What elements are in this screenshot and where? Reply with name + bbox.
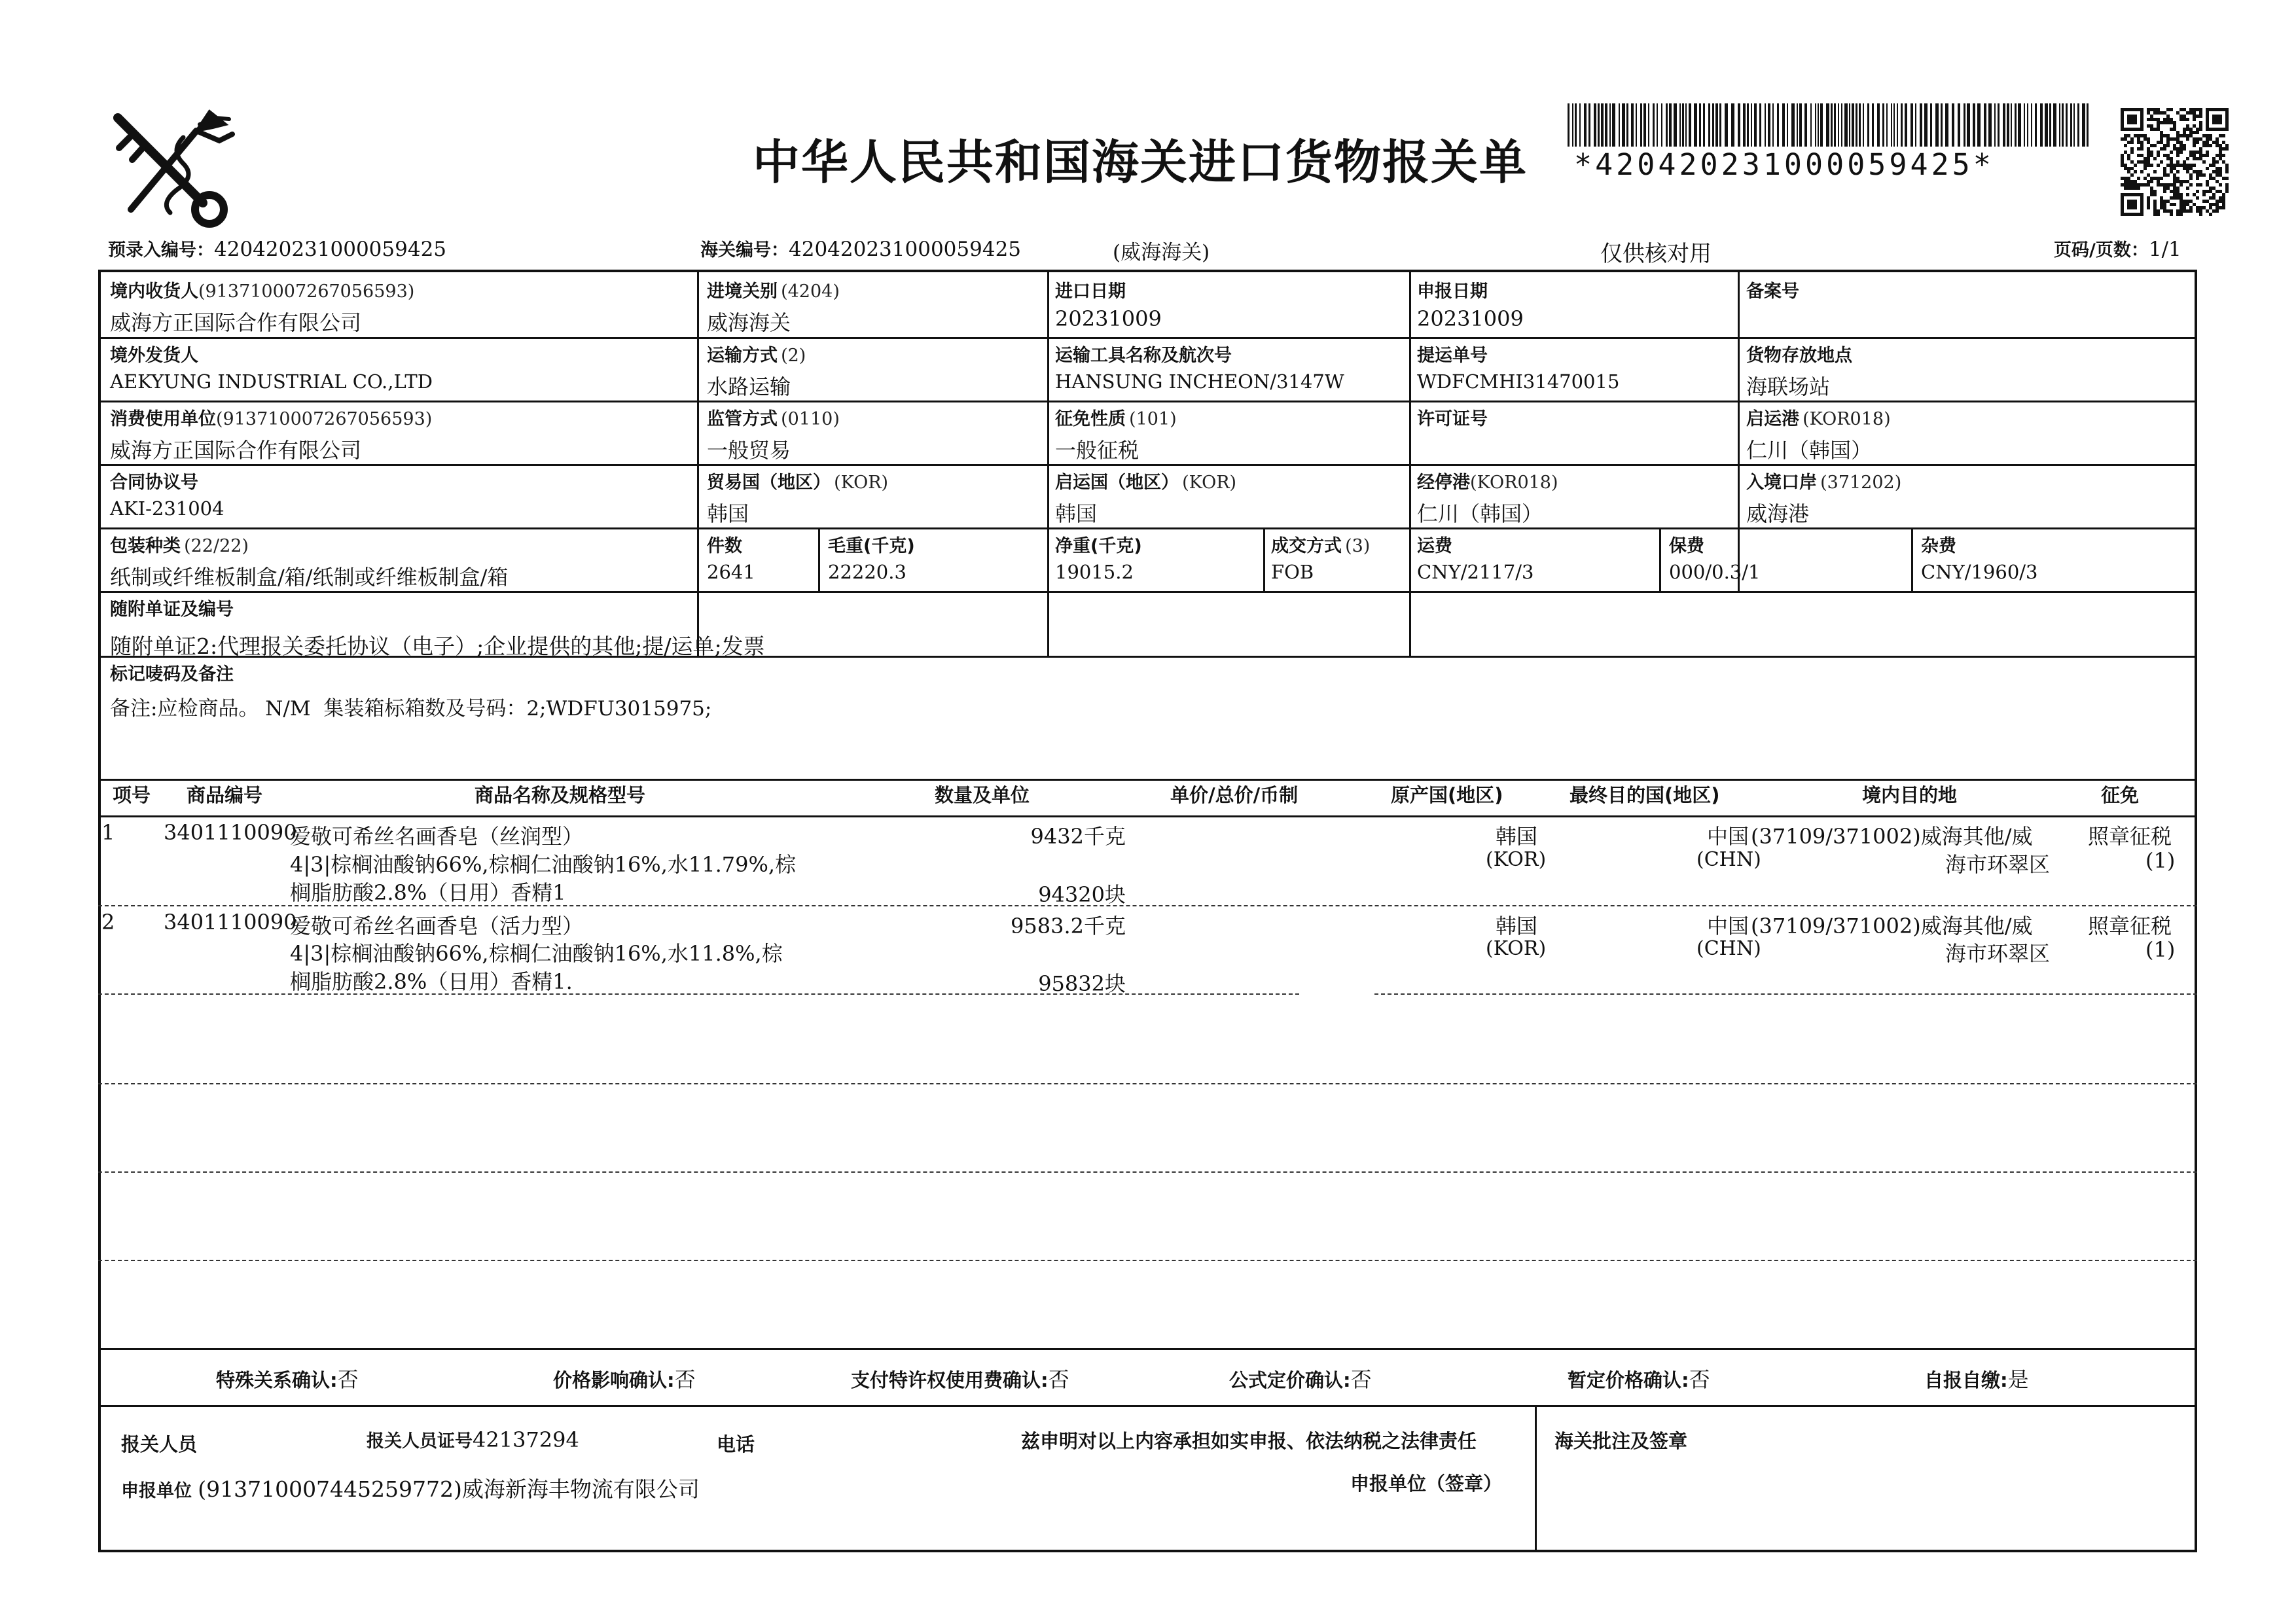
departure-port-cell xyxy=(1746,404,1891,464)
package-type-code: (22/22) xyxy=(184,536,249,556)
row2-no: 2 xyxy=(101,910,115,935)
gross-weight-label: 毛重(千克) xyxy=(828,536,915,556)
origin-country-value: 韩国 xyxy=(1055,501,1098,526)
page-label: 页码/页数： xyxy=(2054,240,2149,260)
preentry-number xyxy=(108,236,446,261)
customs-number xyxy=(700,236,1021,261)
contract-label: 合同协议号 xyxy=(110,473,198,493)
net-weight-cell xyxy=(1055,531,1142,583)
row2-qty-pcs: 95832块 xyxy=(1038,971,1126,996)
package-type-cell xyxy=(110,531,508,591)
entry-border-code: (371202) xyxy=(1820,473,1902,493)
levy-nature-cell xyxy=(1055,404,1177,464)
entry-border-label: 入境口岸 xyxy=(1746,473,1817,493)
origin-country-code: (KOR) xyxy=(1182,473,1237,493)
customs-office: (威海海关) xyxy=(1113,241,1210,264)
row2-origin-code: (KOR) xyxy=(1486,937,1547,960)
row1-domestic-line2: 海市环翠区 xyxy=(1945,852,2051,877)
stop-port-code: (KOR018) xyxy=(1470,473,1558,493)
shipper-value: AEKYUNG INDUSTRIAL CO.,LTD xyxy=(110,370,433,393)
entry-port-label: 进境关别 xyxy=(707,281,778,302)
pieces-label: 件数 xyxy=(707,536,742,556)
transport-mode-code: (2) xyxy=(781,346,806,366)
formula-price-value: 否 xyxy=(1350,1367,1372,1392)
barcode-text: *420420231000059425* xyxy=(1574,147,1994,182)
marks-label: 标记唛码及备注 xyxy=(110,664,234,685)
net-weight-value: 19015.2 xyxy=(1055,561,1134,583)
freight-label: 运费 xyxy=(1417,536,1452,556)
attached-docs-cell xyxy=(110,595,765,660)
storage-value: 海联场站 xyxy=(1746,374,1831,399)
special-relation-confirm xyxy=(216,1363,359,1393)
col-domestic-destination: 境内目的地 xyxy=(1862,784,1958,806)
declare-date-cell xyxy=(1417,277,1524,331)
declare-date-label: 申报日期 xyxy=(1417,281,1488,302)
col-price: 单价/总价/币制 xyxy=(1170,784,1299,806)
stop-port-cell xyxy=(1417,468,1558,527)
document-title: 中华人民共和国海关进口货物报关单 xyxy=(753,135,1528,190)
col-commodity-code: 商品编号 xyxy=(187,784,263,806)
import-date-value: 20231009 xyxy=(1055,306,1162,331)
consumer-cell xyxy=(110,404,432,464)
seal-label: 申报单位（签章） xyxy=(1350,1472,1503,1495)
row2-code: 3401110090 xyxy=(164,910,297,935)
consignee-code: (913710007267056593) xyxy=(198,281,415,302)
transport-mode-label: 运输方式 xyxy=(707,346,778,366)
row2-levy-code: (1) xyxy=(2145,937,2176,962)
row1-qty-kg: 9432千克 xyxy=(1030,824,1126,849)
entry-port-code: (4204) xyxy=(781,281,840,302)
license-cell xyxy=(1417,404,1488,434)
royalty-confirm xyxy=(851,1363,1069,1393)
row1-domestic: (37109/371002)威海其他/威 xyxy=(1751,824,2033,849)
customs-emblem-logo xyxy=(105,105,236,229)
trade-country-cell xyxy=(707,468,888,527)
origin-country-cell xyxy=(1055,468,1236,527)
qr-code xyxy=(2121,108,2229,216)
contract-cell xyxy=(110,468,224,520)
provisional-price-confirm xyxy=(1568,1363,1710,1393)
entry-port-value: 威海海关 xyxy=(707,310,791,335)
import-date-label: 进口日期 xyxy=(1055,281,1126,302)
shipper-label: 境外发货人 xyxy=(110,346,198,366)
transport-mode-cell xyxy=(707,341,806,401)
declarant-cert-label: 报关人员证号 xyxy=(367,1431,473,1452)
misc-fee-label: 杂费 xyxy=(1921,536,1956,556)
col-quantity: 数量及单位 xyxy=(935,784,1030,806)
declare-unit-value: (913710007445259772)威海新海丰物流有限公司 xyxy=(198,1476,700,1502)
deal-mode-label: 成交方式 xyxy=(1271,536,1342,556)
row2-spec-line2: 榈脂肪酸2.8%（日用）香精1. xyxy=(290,969,573,994)
declarant-cert xyxy=(367,1427,579,1452)
consignee-label: 境内收货人 xyxy=(110,281,198,302)
row1-qty-pcs: 94320块 xyxy=(1038,882,1126,907)
row1-spec-line2: 榈脂肪酸2.8%（日用）香精1 xyxy=(290,880,566,905)
levy-nature-value: 一般征税 xyxy=(1055,438,1139,463)
declarant-cert-value: 42137294 xyxy=(473,1427,579,1452)
attached-docs-label: 随附单证及编号 xyxy=(110,599,234,620)
deal-mode-code: (3) xyxy=(1345,536,1371,556)
price-influence-label: 价格影响确认: xyxy=(553,1369,675,1391)
formula-price-label: 公式定价确认: xyxy=(1229,1369,1351,1391)
shipper-cell xyxy=(110,341,433,393)
col-commodity-name: 商品名称及规格型号 xyxy=(475,784,646,806)
col-levy: 征免 xyxy=(2101,784,2140,806)
declare-date-value: 20231009 xyxy=(1417,306,1524,331)
record-no-cell xyxy=(1746,277,1799,306)
trade-country-code: (KOR) xyxy=(834,473,889,493)
consumer-value: 威海方正国际合作有限公司 xyxy=(110,438,362,463)
levy-nature-label: 征免性质 xyxy=(1055,409,1126,429)
phone-label: 电话 xyxy=(717,1433,755,1455)
levy-nature-code: (101) xyxy=(1129,409,1177,429)
price-influence-confirm xyxy=(553,1363,696,1393)
self-declare-confirm xyxy=(1924,1363,2029,1393)
marks-cell xyxy=(110,660,711,721)
import-date-cell xyxy=(1055,277,1162,331)
row1-destination: 中国 xyxy=(1707,824,1749,849)
row1-code: 3401110090 xyxy=(164,820,297,845)
preentry-value: 420420231000059425 xyxy=(214,238,447,261)
vessel-label: 运输工具名称及航次号 xyxy=(1055,346,1232,366)
for-reference-note: 仅供核对用 xyxy=(1600,241,1712,267)
package-type-label: 包装种类 xyxy=(110,536,181,556)
insurance-label: 保费 xyxy=(1669,536,1704,556)
col-destination-country: 最终目的国(地区) xyxy=(1570,784,1720,806)
row2-name: 爱敬可希丝名画香皂（活力型） xyxy=(290,914,584,938)
row2-qty-kg: 9583.2千克 xyxy=(1011,914,1126,938)
transport-mode-value: 水路运输 xyxy=(707,374,791,399)
bill-no-value: WDFCMHI31470015 xyxy=(1417,370,1620,393)
declare-unit-label: 申报单位 xyxy=(121,1481,192,1501)
row2-destination-code: (CHN) xyxy=(1696,937,1761,960)
declarant-label: 报关人员 xyxy=(121,1433,198,1455)
pieces-value: 2641 xyxy=(707,561,755,583)
license-label: 许可证号 xyxy=(1417,409,1488,429)
col-origin-country: 原产国(地区) xyxy=(1391,784,1503,806)
departure-port-label: 启运港 xyxy=(1746,409,1799,429)
vessel-cell xyxy=(1055,341,1344,393)
provisional-price-label: 暂定价格确认: xyxy=(1568,1369,1689,1391)
customs-number-value: 420420231000059425 xyxy=(789,238,1022,261)
page-value: 1/1 xyxy=(2148,238,2181,261)
record-no-label: 备案号 xyxy=(1746,281,1799,302)
row1-origin: 韩国 xyxy=(1496,824,1538,849)
origin-country-label: 启运国（地区） xyxy=(1055,473,1179,493)
row1-no: 1 xyxy=(101,820,115,845)
misc-fee-cell xyxy=(1921,531,2038,583)
package-type-value: 纸制或纤维板制盒/箱/纸制或纤维板制盒/箱 xyxy=(110,565,509,590)
royalty-value: 否 xyxy=(1048,1367,1069,1392)
vessel-value: HANSUNG INCHEON/3147W xyxy=(1055,370,1344,393)
supervision-cell xyxy=(707,404,840,464)
row2-domestic: (37109/371002)威海其他/威 xyxy=(1751,914,2033,938)
special-relation-value: 否 xyxy=(337,1367,359,1392)
gross-weight-value: 22220.3 xyxy=(828,561,906,583)
misc-fee-value: CNY/1960/3 xyxy=(1921,561,2038,583)
contract-value: AKI-231004 xyxy=(110,497,224,520)
storage-cell xyxy=(1746,341,1852,401)
supervision-label: 监管方式 xyxy=(707,409,778,429)
consignee-cell xyxy=(110,277,414,336)
freight-value: CNY/2117/3 xyxy=(1417,561,1534,583)
declare-unit xyxy=(121,1472,700,1503)
row1-origin-code: (KOR) xyxy=(1486,848,1547,871)
trade-country-value: 韩国 xyxy=(707,501,749,526)
deal-mode-value: FOB xyxy=(1271,561,1314,583)
col-item-no: 项号 xyxy=(113,784,151,806)
customs-number-label: 海关编号： xyxy=(700,240,789,260)
supervision-value: 一般贸易 xyxy=(707,438,791,463)
row1-destination-code: (CHN) xyxy=(1696,848,1761,871)
legal-statement: 兹申明对以上内容承担如实申报、依法纳税之法律责任 xyxy=(1021,1430,1477,1452)
row1-name: 爱敬可希丝名画香皂（丝润型） xyxy=(290,824,584,849)
bill-no-label: 提运单号 xyxy=(1417,346,1488,366)
entry-port-cell xyxy=(707,277,840,336)
insurance-value: 000/0.3/1 xyxy=(1669,561,1761,583)
provisional-price-value: 否 xyxy=(1689,1367,1710,1392)
consumer-code: (913710007267056593) xyxy=(216,409,433,429)
self-declare-label: 自报自缴: xyxy=(1924,1369,2008,1391)
price-influence-value: 否 xyxy=(674,1367,696,1392)
entry-border-value: 威海港 xyxy=(1746,501,1810,526)
row1-spec-line1: 4|3|棕榈油酸钠66%,棕榈仁油酸钠16%,水11.79%,棕 xyxy=(290,852,797,877)
departure-port-value: 仁川（韩国） xyxy=(1746,438,1873,463)
stop-port-value: 仁川（韩国） xyxy=(1417,501,1543,526)
marks-value: 备注:应检商品。 N/M 集装箱标箱数及号码：2;WDFU3015975; xyxy=(110,697,712,721)
storage-label: 货物存放地点 xyxy=(1746,346,1852,366)
attached-docs-value: 随附单证2:代理报关委托协议（电子）;企业提供的其他;提/运单;发票 xyxy=(110,633,765,659)
pieces-cell xyxy=(707,531,755,583)
self-declare-value: 是 xyxy=(2007,1367,2029,1392)
barcode xyxy=(1568,103,2091,147)
departure-port-code: (KOR018) xyxy=(1803,409,1891,429)
gross-weight-cell xyxy=(828,531,915,583)
page-indicator xyxy=(2054,236,2181,261)
insurance-cell xyxy=(1669,531,1760,583)
royalty-label: 支付特许权使用费确认: xyxy=(851,1369,1049,1391)
special-relation-label: 特殊关系确认: xyxy=(216,1369,338,1391)
freight-cell xyxy=(1417,531,1534,583)
net-weight-label: 净重(千克) xyxy=(1055,536,1142,556)
bill-no-cell xyxy=(1417,341,1619,393)
row1-levy: 照章征税 xyxy=(2088,824,2172,849)
stop-port-label: 经停港 xyxy=(1417,473,1470,493)
row1-levy-code: (1) xyxy=(2145,848,2176,873)
row2-levy: 照章征税 xyxy=(2088,914,2172,938)
row2-origin: 韩国 xyxy=(1496,914,1538,938)
deal-mode-cell xyxy=(1271,531,1370,583)
customs-approval-label: 海关批注及签章 xyxy=(1554,1430,1688,1452)
supervision-code: (0110) xyxy=(781,409,840,429)
preentry-label: 预录入编号： xyxy=(108,240,214,260)
consignee-value: 威海方正国际合作有限公司 xyxy=(110,310,362,335)
row2-destination: 中国 xyxy=(1707,914,1749,938)
entry-border-cell xyxy=(1746,468,1901,527)
consumer-label: 消费使用单位 xyxy=(110,409,216,429)
formula-price-confirm xyxy=(1229,1363,1372,1393)
row2-spec-line1: 4|3|棕榈油酸钠66%,棕榈仁油酸钠16%,水11.8%,棕 xyxy=(290,941,783,966)
trade-country-label: 贸易国（地区） xyxy=(707,473,831,493)
row2-domestic-line2: 海市环翠区 xyxy=(1945,941,2051,966)
